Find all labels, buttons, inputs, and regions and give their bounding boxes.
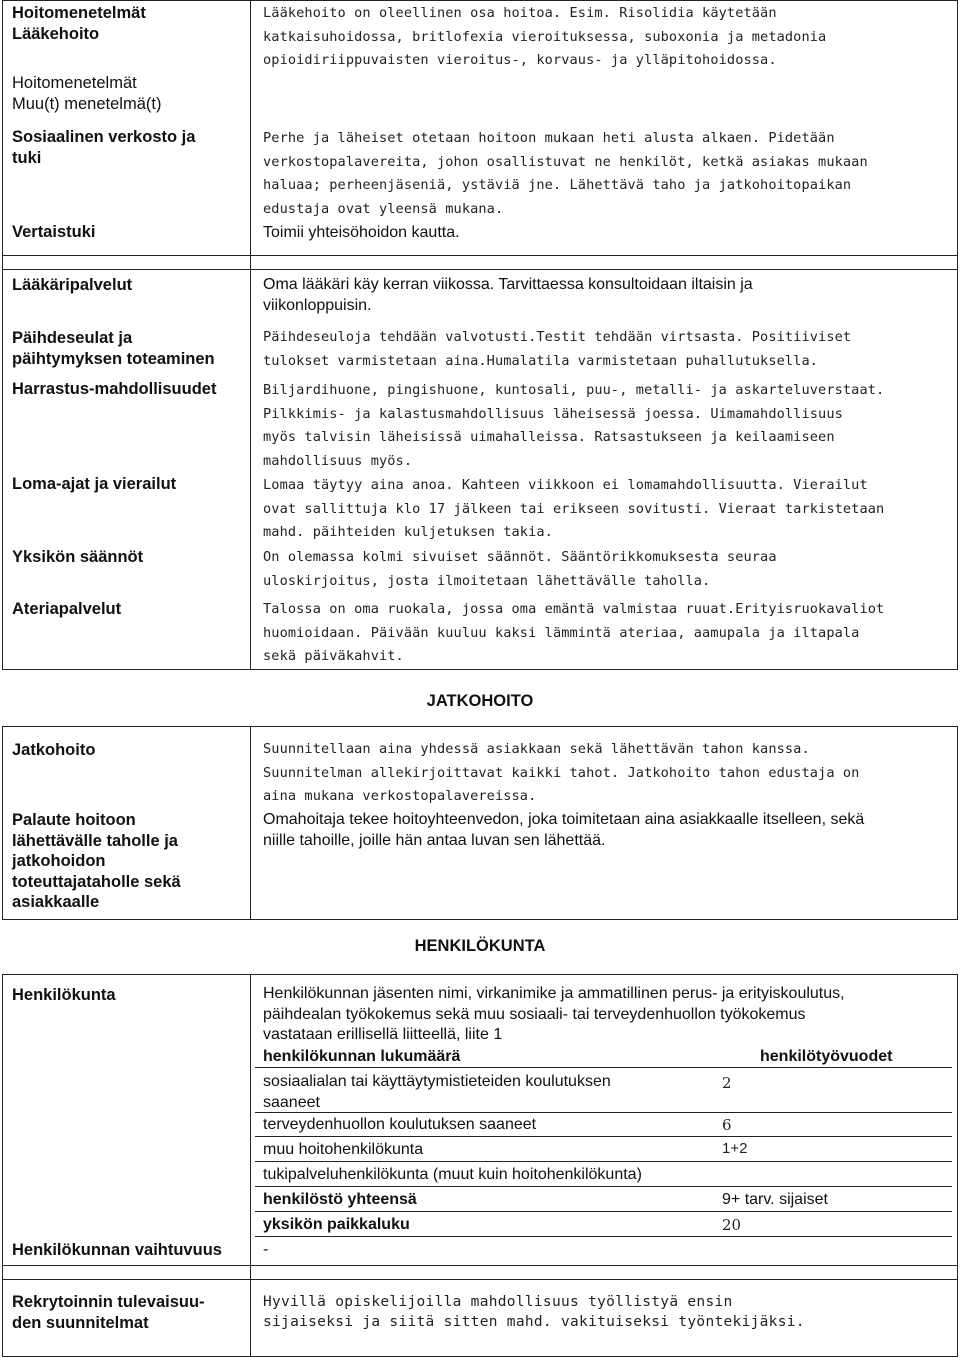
row-label-muut-menetelmat (12, 73, 161, 114)
section-heading-jatkohoito: JATKOHOITO (426, 692, 534, 710)
s3-row-divider (2, 1279, 958, 1280)
staff-table-line (255, 1067, 952, 1068)
row-label-rekrytointi: Rekrytoinnin tulevaisuu- den suunnitelmat (12, 1293, 205, 1332)
staff-row-label: yksikön paikkaluku (263, 1216, 410, 1233)
row-text-saannot: On olemassa kolmi sivuiset säännöt. Sääntörikkomuksesta seuraa uloskirjoitus, josta ilmoitetaan lähettävälle taholla. (263, 549, 777, 589)
staff-row-label: sosiaalialan tai käyttäytymistieteiden koulutuksen saaneet (263, 1073, 611, 1111)
row-label-vaihtuvuus: Henkilökunnan vaihtuvuus (12, 1241, 222, 1259)
s1-top-border (2, 0, 958, 1)
staff-row-value: 9+ tarv. sijaiset (722, 1191, 828, 1208)
label-line: Vertaistuki (12, 223, 96, 241)
staff-table-line (255, 1186, 952, 1187)
row-text-harrastus: Biljardihuone, pingishuone, kuntosali, puu-, metalli- ja askarteluverstaat. Pilkkimis- ja kalastusmahdollisuus läheisessä joessa. Uimamahdollisuus myös talvisin läheisissä uimahalleissa. Ratsastukseen ja keilaamiseen mahdollisuus myös. (263, 382, 885, 469)
s3-top-border (2, 974, 958, 975)
row-text-rekrytointi: Hyvillä opiskelijoilla mahdollisuus työllistyä ensin sijaiseksi ja siitä sitten mahd. vakituiseksi työntekijäksi. (263, 1294, 805, 1330)
label-line: Sosiaalinen verkosto ja tuki (12, 128, 196, 167)
staff-table-line (255, 1161, 952, 1162)
label-line: Hoitomenetelmät Muu(t) menetelmä(t) (12, 74, 162, 113)
staff-table-line (255, 1211, 952, 1212)
row-label-harrastus (12, 379, 216, 400)
s2-top-border (2, 726, 958, 727)
s1-row-divider (2, 255, 958, 256)
s3-right-border (957, 974, 958, 1357)
s3-left-border (2, 974, 3, 1357)
staff-table-line (255, 1112, 952, 1113)
label-line: Loma-ajat ja vierailut (12, 475, 177, 493)
staff-table-line (255, 1236, 952, 1237)
staff-table-header-left: henkilökunnan lukumäärä (263, 1048, 461, 1065)
row-text-ateriapalvelut: Talossa on oma ruokala, jossa oma emäntä valmistaa ruuat.Erityisruokavaliot huomioidaan. Päivään kuuluu kaksi lämmintä ateriaa, aamupala ja iltapala sekä päiväkahvit. (263, 601, 885, 664)
s1-mid-divider (250, 0, 251, 670)
staff-row-value: 2 (722, 1074, 732, 1092)
staff-table-line (255, 1136, 952, 1137)
row-text-laakehoito: Lääkehoito on oleellinen osa hoitoa. Esim. Risolidia käytetään katkaisuhoidossa, britlofexia vieroituksessa, suboxonia ja metadonia opioidiriippuvaisten vieroitus-, korvaus- ja ylläpitohoidossa. (263, 5, 827, 68)
row-text-vertaistuki: Toimii yhteisöhoidon kautta. (263, 224, 460, 241)
label-line: Päihdeseulat ja päihtymyksen toteaminen (12, 329, 215, 368)
staff-row-label: terveydenhuollon koulutuksen saaneet (263, 1116, 537, 1133)
staff-row-value: 6 (722, 1116, 732, 1134)
s3-row-divider (2, 1265, 958, 1266)
s2-left-border (2, 726, 3, 920)
row-text-loma-ajat: Lomaa täytyy aina anoa. Kahteen viikkoon ei lomamahdollisuutta. Vierailut ovat sallittuja klo 17 jälkeen tai erikseen sovitusti. Vieraat tarkistetaan mahd. päihteiden kuljetuksen takia. (263, 477, 885, 540)
row-label-palaute: Palaute hoitoon lähettävälle taholle ja jatkohoidon toteuttajataholle sekä asiakkaalle (12, 811, 181, 911)
row-label-vertaistuki (12, 222, 95, 243)
staff-row-value: 1+2 (722, 1140, 748, 1157)
label-line: Harrastus-mahdollisuudet (12, 380, 217, 398)
row-label-loma-ajat (12, 474, 176, 495)
label-line: Yksikön säännöt (12, 548, 144, 566)
s2-right-border (957, 726, 958, 920)
s1-right-border (957, 0, 958, 670)
row-text-laakaripalvelut: Oma lääkäri käy kerran viikossa. Tarvittaessa konsultoidaan iltaisin ja viikonloppuisin. (263, 276, 753, 314)
row-label-henkilokunta: Henkilökunta (12, 986, 116, 1004)
staff-row-label: henkilöstö yhteensä (263, 1191, 417, 1208)
henkilokunta-intro: Henkilökunnan jäsenten nimi, virkanimike ja ammatillinen perus- ja erityiskoulutus, päihdealan työkokemus sekä muu sosiaali- tai terveydenhuollon työkokemus vastataan erillisellä liitteellä, liite 1 (263, 985, 845, 1043)
s1-left-border (2, 0, 3, 670)
row-text-paihdeseulat: Päihdeseuloja tehdään valvotusti.Testit tehdään virtsasta. Positiiviset tulokset varmistetaan aina.Humalatila varmistetaan puhallutuksella. (263, 329, 852, 369)
label-line: Ateriapalvelut (12, 600, 122, 618)
s2-bottom-border (2, 919, 958, 920)
label-line: Hoitomenetelmät Lääkehoito (12, 4, 146, 43)
row-label-laakaripalvelut (12, 275, 132, 296)
s1-bottom-border (2, 669, 958, 670)
row-label-saannot (12, 547, 143, 568)
staff-row-label: muu hoitohenkilökunta (263, 1141, 424, 1158)
row-text-palaute: Omahoitaja tekee hoitoyhteenvedon, joka toimitetaan aina asiakkaalle itselleen, sekä niille tahoille, joille hän antaa luvan sen lähettää. (263, 811, 865, 849)
staff-row-value: 20 (722, 1216, 742, 1234)
row-text-vaihtuvuus: - (263, 1241, 269, 1258)
staff-table-header-right: henkilötyövuodet (760, 1048, 893, 1065)
s3-mid-divider (250, 974, 251, 1357)
row-label-paihdeseulat (12, 328, 215, 369)
row-text-jatkohoito: Suunnitellaan aina yhdessä asiakkaan sekä lähettävän tahon kanssa. Suunnitelman allekirjoittavat kaikki tahot. Jatkohoito tahon edustaja on aina mukana verkostopalavereissa. (263, 741, 860, 804)
row-label-jatkohoito: Jatkohoito (12, 741, 96, 759)
row-label-hoitomenetelmat (12, 3, 146, 44)
row-label-ateriapalvelut (12, 599, 121, 620)
row-label-sosiaalinen (12, 127, 195, 168)
section-heading-henkilokunta: HENKILÖKUNTA (414, 937, 546, 955)
staff-row-label: tukipalveluhenkilökunta (muut kuin hoitohenkilökunta) (263, 1166, 642, 1183)
s2-mid-divider (250, 726, 251, 920)
label-line: Lääkäripalvelut (12, 276, 133, 294)
s1-row-divider (2, 269, 958, 270)
row-text-sosiaalinen: Perhe ja läheiset otetaan hoitoon mukaan heti alusta alkaen. Pidetään verkostopalavereita, johon osallistuvat ne henkilöt, ketkä asiakas mukaan haluaa; perheenjäseniä, ystäviä jne. Lähettävä taho ja jatkohoitopaikan edustaja ovat yleensä mukana. (263, 130, 868, 217)
